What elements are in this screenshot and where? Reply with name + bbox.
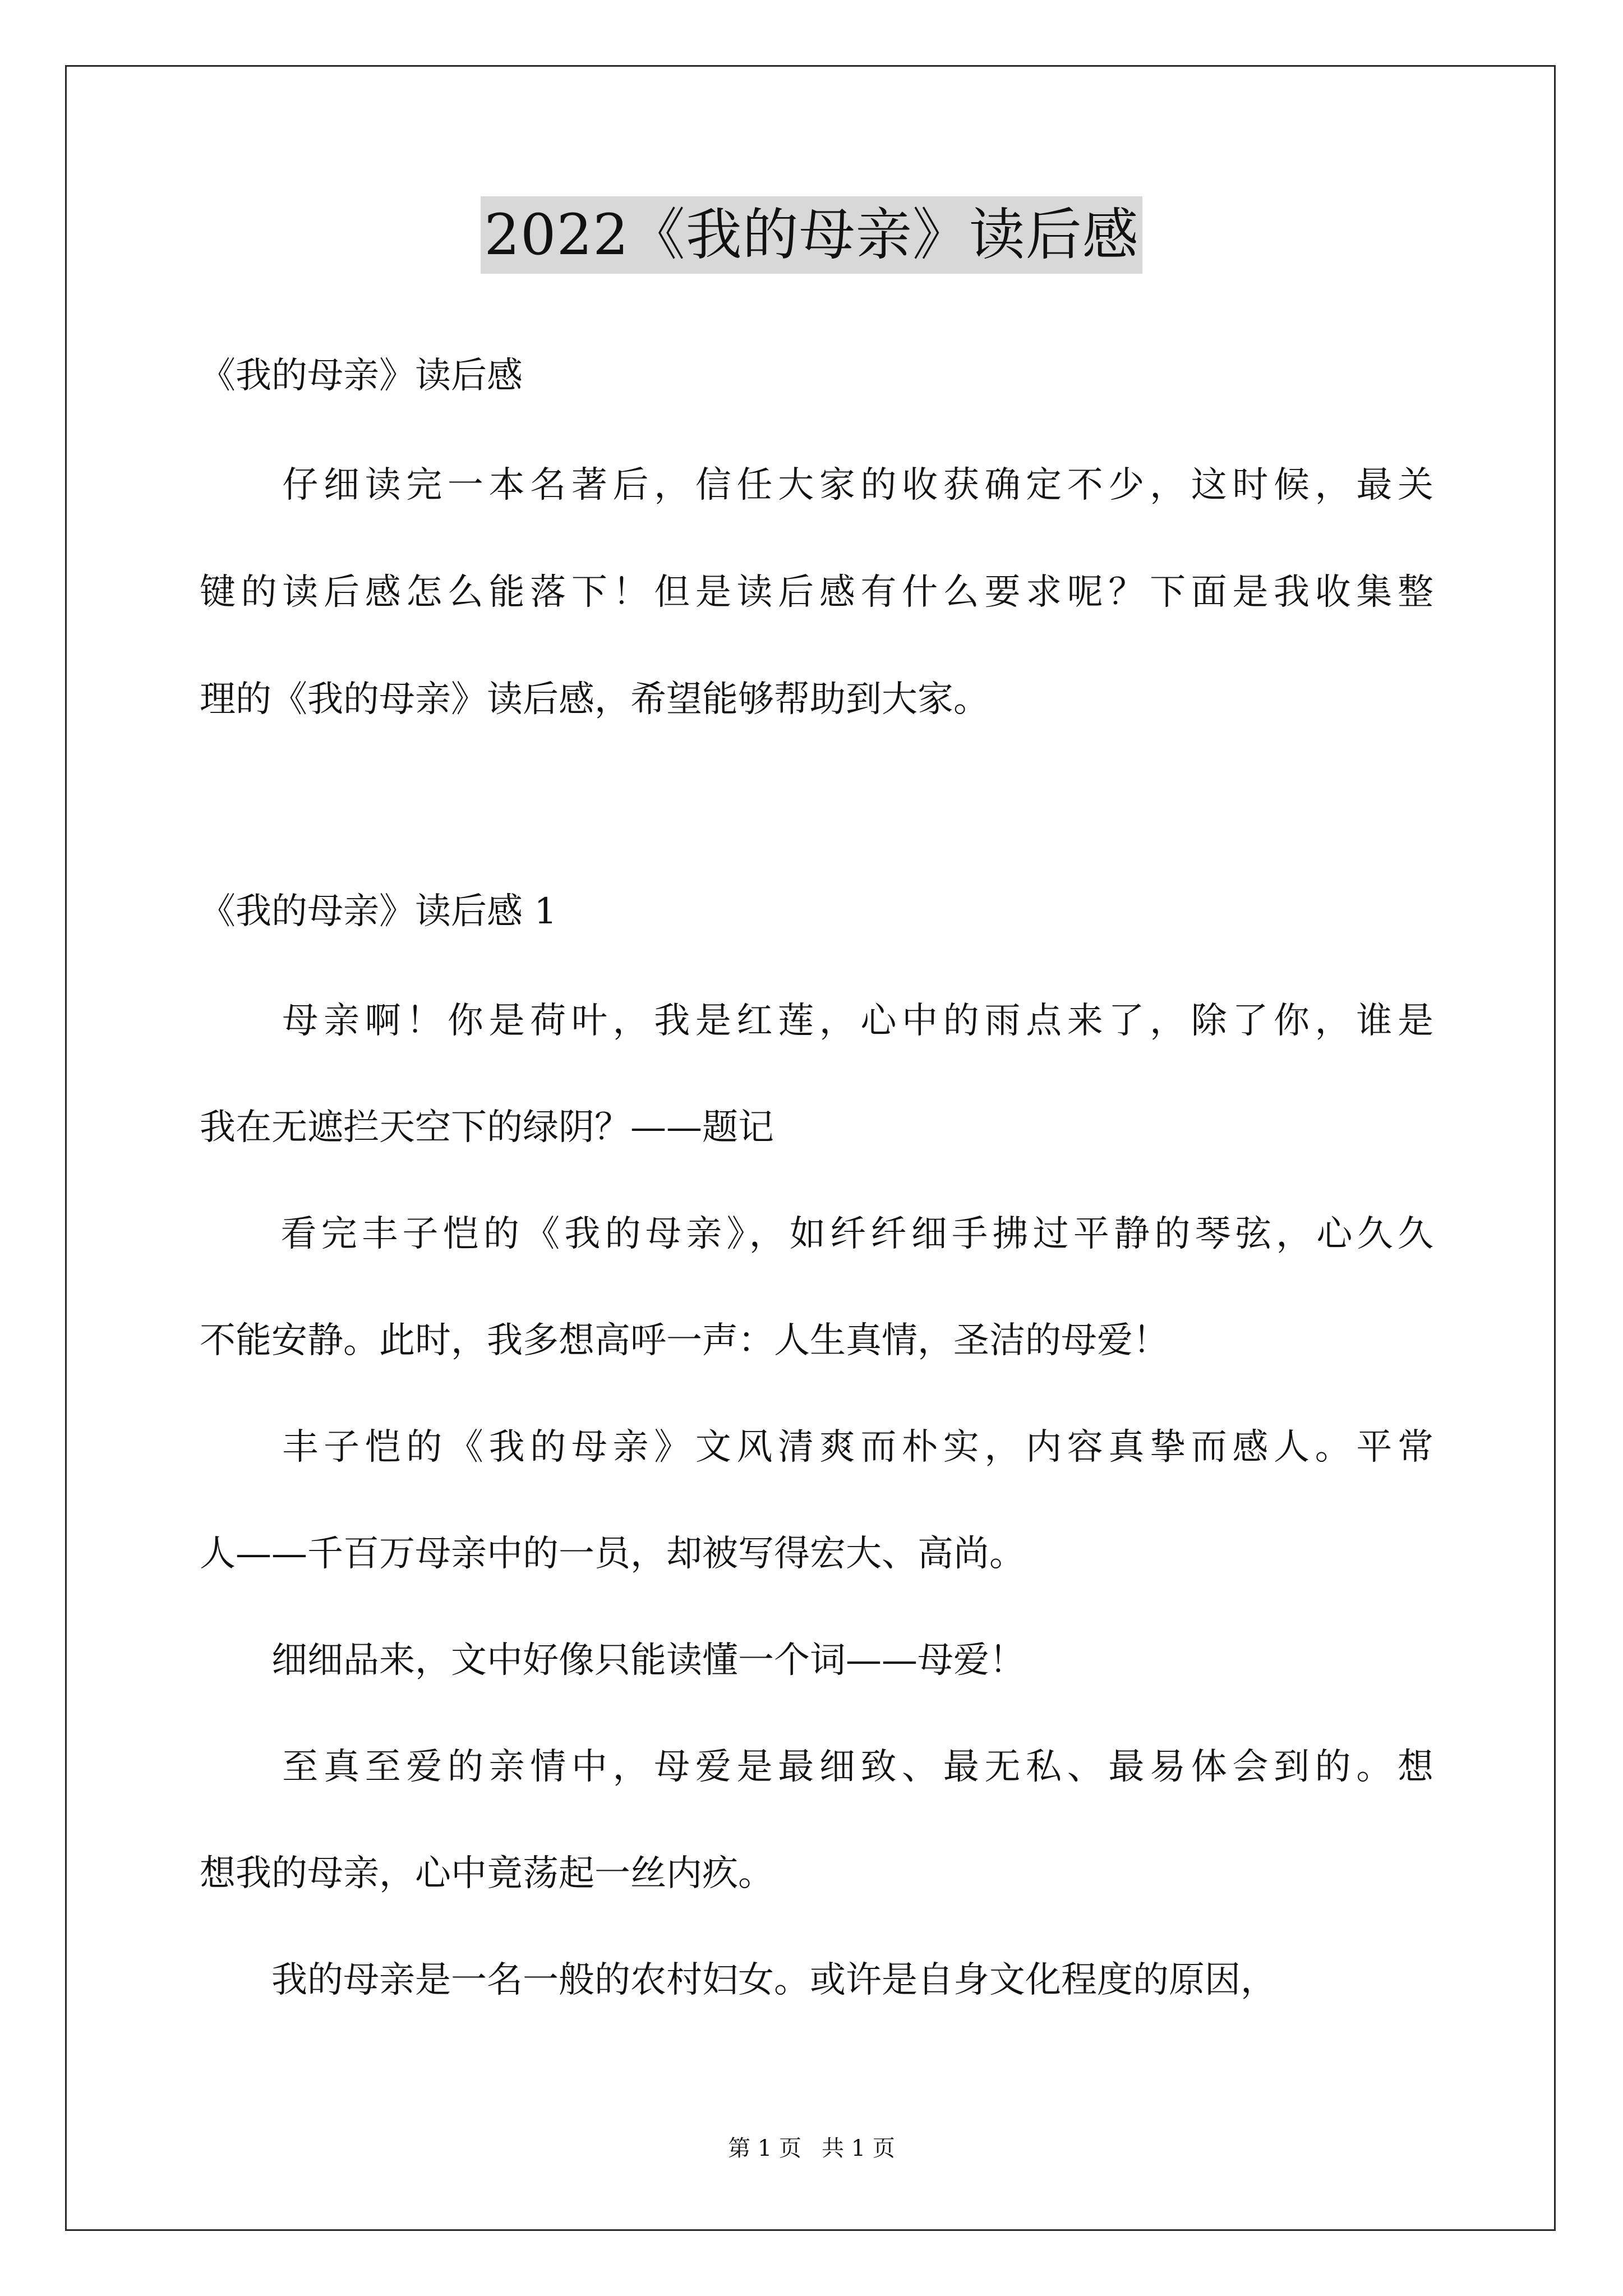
body-line: 我的母亲是一名一般的农村妇女。或许是自身文化程度的原因， — [200, 1959, 1276, 2001]
page-footer — [0, 2134, 1623, 2162]
body-line: 键的读后感怎么能落下！但是读后感有什么要求呢？下面是我收集整 — [200, 572, 1433, 613]
body-line: 不能安静。此时，我多想高呼一声：人生真情，圣洁的母爱！ — [200, 1320, 1169, 1361]
section-heading: 《我的母亲》读后感 1 — [200, 891, 557, 932]
page-total: 共 1 页 — [822, 2136, 895, 2161]
page-title: 2022《我的母亲》读后感 — [481, 196, 1142, 274]
body-line: 看完丰子恺的《我的母亲》，如纤纤细手拂过平静的琴弦，心久久 — [200, 1213, 1433, 1255]
body-line: 人——千百万母亲中的一员，却被写得宏大、高尚。 — [200, 1533, 1025, 1575]
body-line: 想我的母亲，心中竟荡起一丝内疚。 — [200, 1853, 774, 1894]
body-line: 丰子恺的《我的母亲》文风清爽而朴实，内容真挚而感人。平常 — [200, 1427, 1433, 1468]
body-line: 理的《我的母亲》读后感，希望能够帮助到大家。 — [200, 679, 989, 720]
page-number: 第 1 页 — [728, 2136, 801, 2161]
body-line: 至真至爱的亲情中，母爱是最细致、最无私、最易体会到的。想 — [200, 1746, 1433, 1788]
body-line: 我在无遮拦天空下的绿阴？——题记 — [200, 1107, 774, 1148]
body-line: 仔细读完一本名著后，信任大家的收获确定不少，这时候，最关 — [200, 464, 1433, 506]
body-line: 细细品来，文中好像只能读懂一个词——母爱！ — [200, 1640, 1025, 1681]
subtitle: 《我的母亲》读后感 — [200, 355, 523, 397]
body-line: 母亲啊！你是荷叶，我是红莲，心中的雨点来了，除了你，谁是 — [200, 1000, 1433, 1042]
title-container — [0, 196, 1623, 274]
